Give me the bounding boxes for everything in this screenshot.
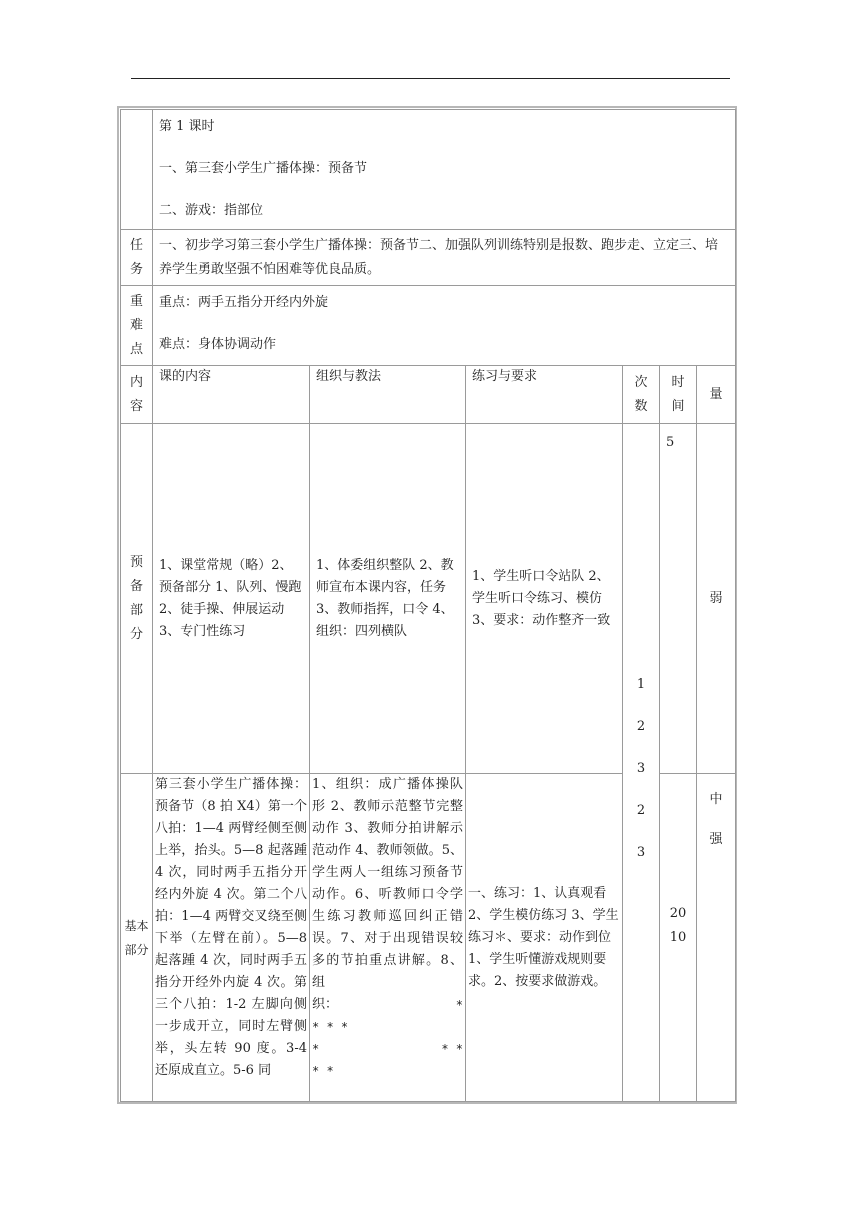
formation-star: *	[455, 998, 463, 1012]
key-point: 重点：两手五指分开经内外旋	[159, 295, 329, 310]
col-times-header: 次 数	[623, 366, 660, 424]
lesson-header-row	[121, 110, 736, 230]
focus-row	[121, 286, 736, 366]
prep-duration: 5	[660, 424, 697, 774]
col-method-header: 组织与教法	[310, 366, 466, 424]
times-value: 2	[636, 719, 646, 734]
times-value: 3	[636, 845, 646, 860]
lesson-header-cell	[153, 110, 736, 230]
col-duration-header: 时 间	[660, 366, 697, 424]
prep-method: 1、体委组织整队 2、教师宣布本课内容，任务 3、教师指挥，口令 4、组织：四列横队	[310, 424, 466, 774]
basic-duration: 20 10	[660, 774, 697, 1102]
basic-load: 中 强	[697, 774, 736, 1102]
prep-load: 弱	[697, 424, 736, 774]
col-load-header: 量	[697, 366, 736, 424]
times-value: 2	[636, 803, 646, 818]
prep-practice: 1、学生听口令站队 2、学生听口令练习、模仿 3、要求：动作整齐一致	[466, 424, 623, 774]
basic-method: 1、组织：成广播体操队形 2、教师示范整节完整动作 3、教师分拍讲解示范动作 4、教师领做。5、学生两人一组练习预备节动作。6、听教师口令学生练习教师巡回纠正错误。7、对于出现错误较多的节拍重点讲解。8、组	[312, 777, 463, 990]
basic-method-cell	[310, 774, 466, 1102]
times-cell	[623, 424, 660, 1102]
task-label: 任 务	[121, 230, 153, 286]
prep-content: 1、课堂常规（略）2、预备部分 1、队列、慢跑 2、徒手操、伸展运动 3、专门性练习	[153, 424, 310, 774]
prep-label: 预 备 部 分	[121, 424, 153, 774]
col-practice-header: 练习与要求	[466, 366, 623, 424]
blank-label-cell	[121, 110, 153, 230]
basic-label: 基本 部分	[121, 774, 153, 1102]
method-tail: 织：	[312, 997, 339, 1012]
col-content-header: 课的内容	[153, 366, 310, 424]
formation-star: * * *	[312, 1020, 349, 1034]
prep-row	[121, 424, 736, 774]
focus-label: 重 难 点	[121, 286, 153, 366]
task-text: 一、初步学习第三套小学生广播体操：预备节二、加强队列训练特别是报数、跑步走、立定三、培养学生勇敢坚强不怕困难等优良品质。	[153, 230, 736, 286]
difficulty-point: 难点：身体协调动作	[159, 337, 277, 352]
task-row	[121, 230, 736, 286]
lesson-topic-2: 二、游戏：指部位	[159, 203, 264, 218]
times-value: 1	[636, 677, 646, 692]
col-section-header: 内 容	[121, 366, 153, 424]
column-header-row	[121, 366, 736, 424]
formation-star: * *	[312, 1064, 334, 1078]
focus-cell	[153, 286, 736, 366]
formation-star: *	[312, 1042, 320, 1056]
basic-practice: 一、练习：1、认真观看 2、学生模仿练习 3、学生练习＊、要求：动作到位 1、学生听懂游戏规则要求。2、按要求做游戏。	[466, 774, 623, 1102]
formation-star: * *	[441, 1042, 463, 1056]
basic-content: 第三套小学生广播体操：预备节（8 拍 X4）第一个八拍：1—4 两臂经侧至侧上举，抬头。5—8 起落踵 4 次，同时两手五指分开经内外旋 4 次。第二个八拍：1—4 两臂交叉绕至侧下举（左臂在前）。5—8 起落踵 4 次，同时两手五指分开经外内旋 4 次。第三个八拍：1-2 左脚向侧一步成开立，同时左臂侧举，头左转 90 度。3-4 还原成直立。5-6 同	[153, 774, 310, 1102]
lesson-number: 第 1 课时	[159, 119, 215, 134]
lesson-plan-table	[120, 109, 736, 1102]
header-rule	[131, 78, 730, 79]
times-value: 3	[636, 761, 646, 776]
lesson-topic-1: 一、第三套小学生广播体操：预备节	[159, 161, 368, 176]
